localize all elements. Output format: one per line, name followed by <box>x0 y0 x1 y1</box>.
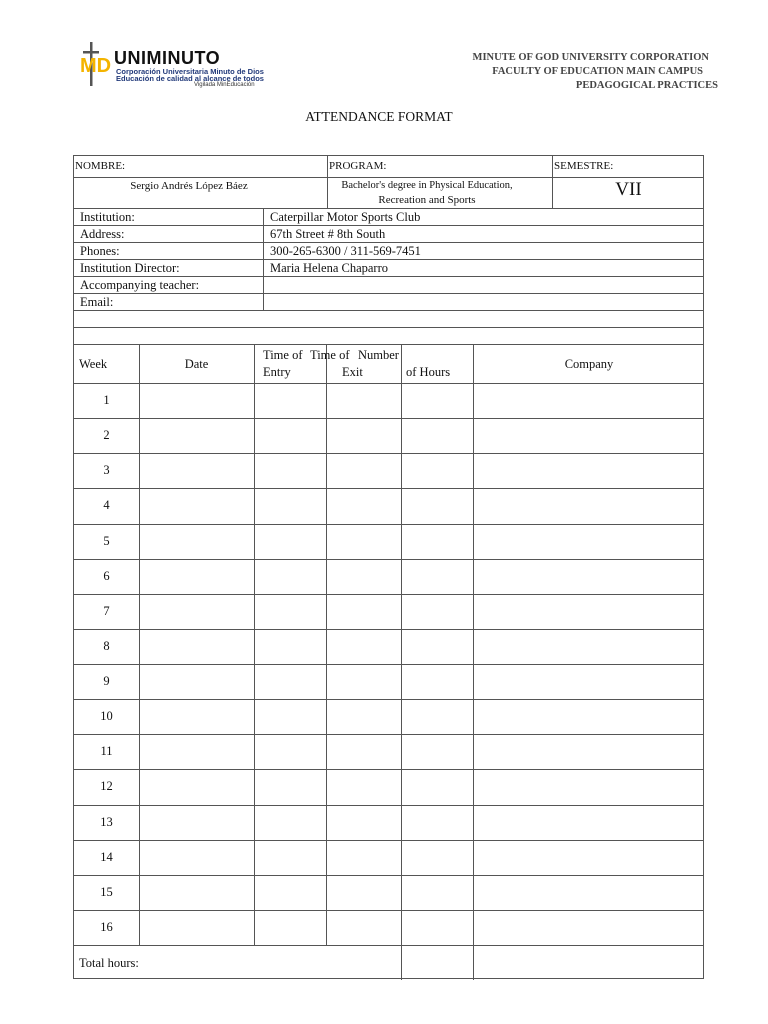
name-label: NOMBRE: <box>75 160 126 172</box>
week-number: 3 <box>103 463 110 478</box>
logo-name: UNIMINUTO <box>114 48 221 68</box>
institution-value[interactable]: Caterpillar Motor Sports Club <box>270 210 421 224</box>
logo-slogan: Educación de calidad al alcance de todos <box>116 74 264 83</box>
week-number: 7 <box>103 603 110 618</box>
week-number: 9 <box>103 674 110 688</box>
row-divider <box>74 488 703 489</box>
logo-mark-icon <box>80 42 116 86</box>
row-divider <box>74 559 703 560</box>
week-number: 15 <box>100 884 113 899</box>
week-number: 12 <box>100 779 113 794</box>
address-value[interactable]: 67th Street # 8th South <box>270 227 386 241</box>
address-label: Address: <box>80 227 125 241</box>
uniminuto-logo <box>80 40 270 90</box>
director-value[interactable]: Maria Helena Chaparro <box>270 261 388 275</box>
row-divider <box>74 910 703 911</box>
student-name[interactable]: Sergio Andrés López Báez <box>130 180 248 192</box>
program-line-1[interactable]: Bachelor's degree in Physical Education, <box>341 180 513 191</box>
col-hours-2: of Hours <box>406 365 451 379</box>
page-title: ATTENDANCE FORMAT <box>305 109 453 124</box>
teacher-label: Accompanying teacher: <box>80 278 200 292</box>
header-practices: PEDAGOGICAL PRACTICES <box>575 80 718 91</box>
row-divider <box>74 629 703 630</box>
row-divider <box>74 594 703 595</box>
row-divider <box>74 524 703 525</box>
row-divider <box>74 418 703 419</box>
col-hours-1: Number <box>358 348 399 362</box>
row-divider <box>74 699 703 700</box>
director-label: Institution Director: <box>80 261 180 275</box>
week-number: 10 <box>100 709 113 724</box>
col-exit-1: Time of <box>310 348 350 362</box>
header-university: MINUTE OF GOD UNIVERSITY CORPORATION <box>472 52 709 63</box>
semester-value[interactable]: VII <box>615 179 642 200</box>
week-number: 14 <box>100 849 113 864</box>
logo-tagline: Corporación Universitaria Minuto de Dios <box>116 67 264 76</box>
row-divider <box>74 664 703 665</box>
email-label: Email: <box>80 295 114 309</box>
week-number: 4 <box>103 498 110 513</box>
col-week: Week <box>79 357 108 371</box>
svg-text:MD: MD <box>80 55 112 77</box>
col-entry-2: Entry <box>263 365 291 379</box>
program-label: PROGRAM: <box>329 160 387 172</box>
phones-label: Phones: <box>80 244 120 258</box>
total-hours-label: Total hours: <box>79 956 139 970</box>
row-divider <box>74 875 703 876</box>
row-divider <box>74 840 703 841</box>
col-entry-1: Time of <box>263 348 303 362</box>
col-exit-2: Exit <box>342 365 363 379</box>
program-line-2[interactable]: Recreation and Sports <box>378 194 476 206</box>
week-number: 8 <box>103 638 110 653</box>
week-number: 6 <box>103 568 110 583</box>
row-divider <box>74 734 703 735</box>
week-number: 16 <box>100 919 113 934</box>
col-company: Company <box>564 357 614 371</box>
week-number: 2 <box>103 428 110 443</box>
week-number: 5 <box>103 533 110 548</box>
week-number: 1 <box>103 393 110 407</box>
logo-supervision: Vigilada MinEducación <box>194 82 255 88</box>
row-divider <box>74 769 703 770</box>
week-number: 11 <box>100 744 113 759</box>
semester-label: SEMESTRE: <box>554 160 614 172</box>
row-divider <box>74 805 703 806</box>
attendance-form <box>73 155 704 979</box>
header-faculty: FACULTY OF EDUCATION MAIN CAMPUS <box>492 66 703 77</box>
phones-value[interactable]: 300-265-6300 / 311-569-7451 <box>270 244 421 258</box>
col-date: Date <box>184 357 209 371</box>
row-divider <box>74 453 703 454</box>
institution-label: Institution: <box>80 210 135 224</box>
week-number: 13 <box>100 814 113 829</box>
